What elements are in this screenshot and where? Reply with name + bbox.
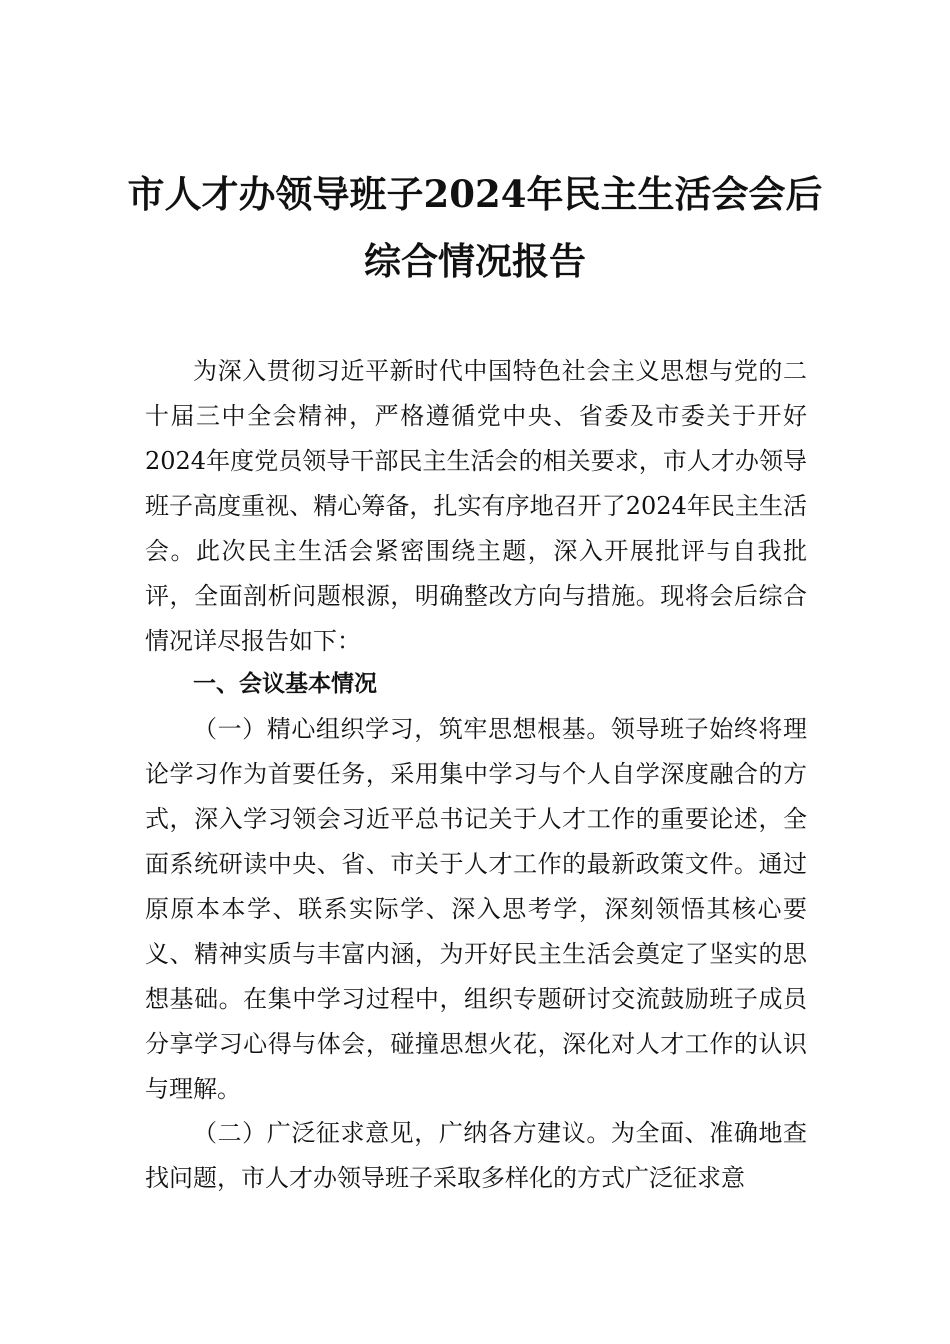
document-title-line-1: 市人才办领导班子2024年民主生活会会后 <box>127 172 823 216</box>
intro-paragraph: 为深入贯彻习近平新时代中国特色社会主义思想与党的二十届三中全会精神，严格遵循党中央、省委及市委关于开好2024年度党员领导干部民主生活会的相关要求，市人才办领导班子高度重视、精心筹备，扎实有序地召开了2024年民主生活会。此次民主生活会紧密围绕主题，深入开展批评与自我批评，全面剖析问题根源，明确整改方向与措施。现将会后综合情况详尽报告如下： <box>145 357 807 655</box>
subsection-2-heading: （二）广泛征求意见，广纳各方建议。 <box>193 1119 611 1147</box>
subsection-1-heading: （一）精心组织学习，筑牢思想根基。 <box>193 715 611 743</box>
subsection-2-paragraph <box>145 1111 807 1201</box>
subsection-2-text: 为全面、准确地查找问题，市人才办领导班子采取多样化的方式广泛征求意 <box>145 1119 808 1192</box>
section-heading-1: 一、会议基本情况 <box>193 671 377 697</box>
subsection-1-paragraph <box>145 707 807 1112</box>
document-title-line-2: 综合情况报告 <box>364 239 586 283</box>
subsection-1-text: 领导班子始终将理论学习作为首要任务，采用集中学习与个人自学深度融合的方式，深入学习领会习近平总书记关于人才工作的重要论述，全面系统研读中央、省、市关于人才工作的最新政策文件。通过原原本本学、联系实际学、深入思考学，深刻领悟其核心要义、精神实质与丰富内涵，为开好民主生活会奠定了坚实的思想基础。在集中学习过程中，组织专题研讨交流鼓励班子成员分享学习心得与体会，碰撞思想火花，深化对人才工作的认识与理解。 <box>145 715 808 1103</box>
